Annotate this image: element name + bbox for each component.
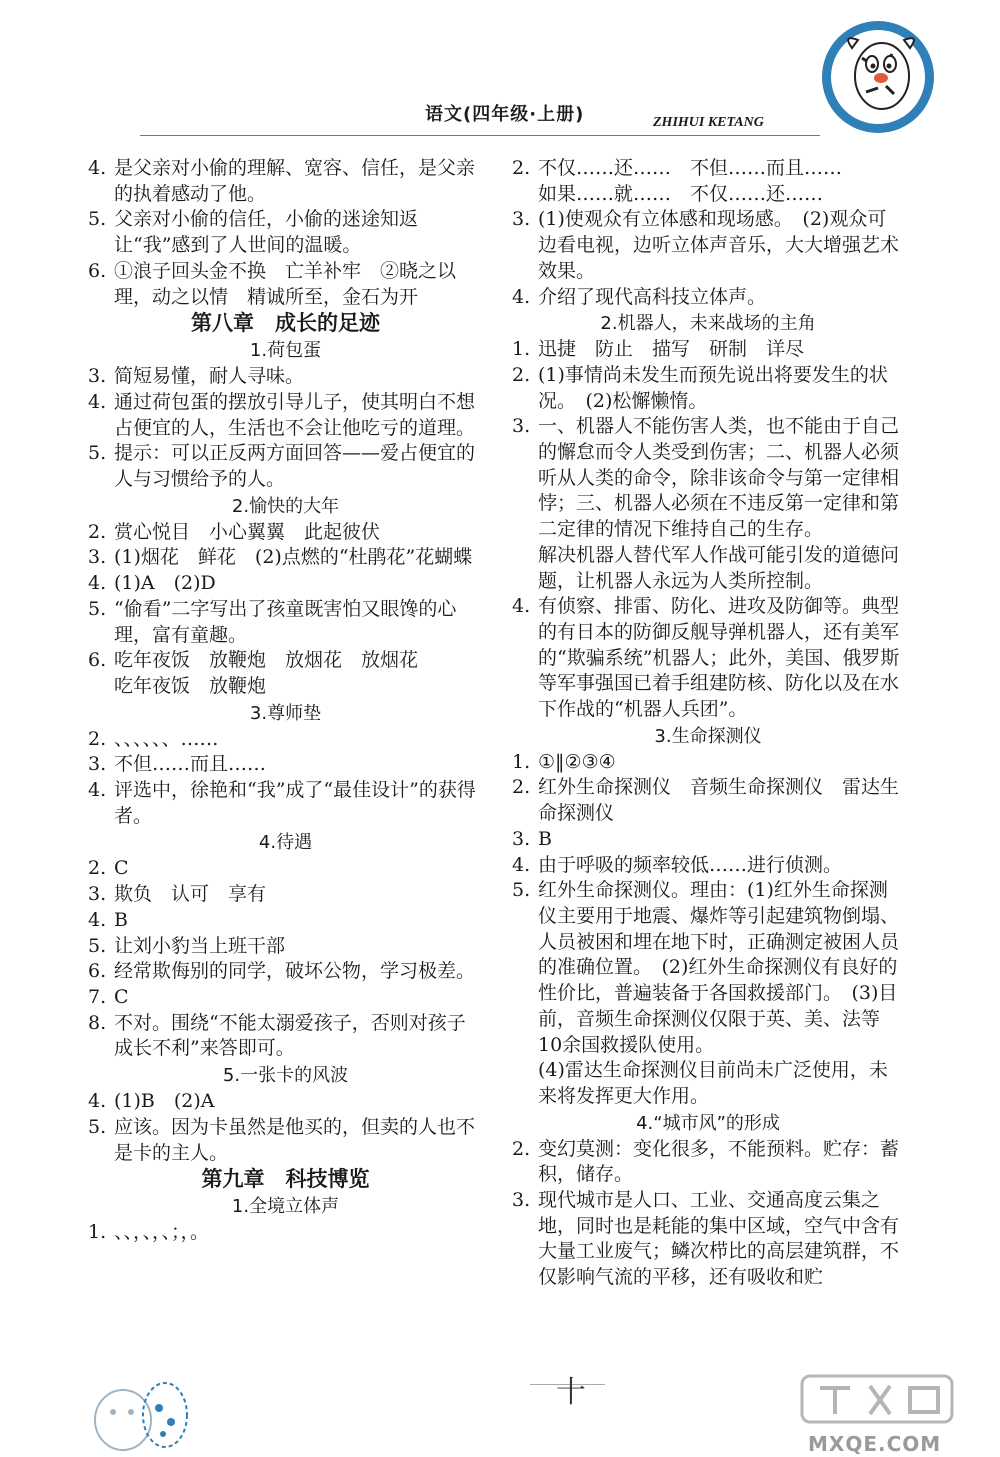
answer-item: 5. 提示：可以正反两方面回答——爱占便宜的人与习惯给予的人。	[88, 442, 476, 491]
section-heading: 3.尊师垫	[249, 702, 322, 724]
answer-item: 2. 不仅……还…… 不但……而且…… 如果……就…… 不仅……还……	[512, 157, 843, 205]
section-heading: 4.待遇	[258, 832, 313, 854]
chapter-heading: 第八章 成长的足迹	[191, 311, 380, 336]
answer-item: 3. 不但……而且……	[88, 753, 267, 776]
section-heading: 4.“城市风”的形成	[636, 1112, 780, 1134]
header-subtitle: ZHIHUI KETANG	[653, 115, 764, 130]
answer-item: 4. 有侦察、排雷、防化、进攻及防御等。典型的有日本的防御反舰导弹机器人，还有美军的“欺骗系统”机器人；此外，美国、俄罗斯等军事强国已着手组建防核、防化以及在水下作战的“机器人兵团”。	[512, 595, 900, 721]
answer-item: 4. (1)A (2)D	[88, 572, 216, 595]
answer-item: 2. (1)事情尚未发生而预先说出将要发生的状况。 (2)松懈懒惰。	[512, 363, 888, 412]
answer-item: 3. 一、机器人不能伤害人类，也不能由于自己的懈怠而令人类受到伤害；二、机器人必须听从人类的命令，除非该命令与第一定律相悖；三、机器人必须在不违反第一定律和第二定律的情况下维持自己的生存。	[512, 415, 900, 541]
page-header	[0, 0, 1000, 150]
answer-item: 4. 介绍了现代高科技立体声。	[512, 285, 767, 308]
answer-item: 2. 变幻莫测：变化很多，不能预料。贮存：蓄积，储存。	[512, 1137, 900, 1186]
answer-item: 1. ①‖②③④	[512, 750, 616, 773]
tigger-mascot-icon	[812, 18, 944, 136]
section-heading: 2.愉快的大年	[231, 495, 340, 517]
answer-item: 5. 让刘小豹当上班干部	[88, 934, 286, 957]
answer-item: 4. (1)B (2)A	[88, 1090, 215, 1113]
section-heading: 3.生命探测仪	[654, 725, 762, 747]
answer-item: 6. ①浪子回头金不换 亡羊补牢 ②晓之以理，动之以情 精诚所至，金石为开	[88, 259, 457, 308]
answer-item: 6. 吃年夜饭 放鞭炮 放烟花 放烟花 吃年夜饭 放鞭炮	[88, 649, 419, 697]
section-heading: 2.机器人，未来战场的主角	[600, 313, 816, 335]
header-title: 语文(四年级·上册)	[425, 104, 585, 125]
answer-item: 3. B	[512, 827, 552, 850]
answer-item: 3. 简短易懂，耐人寻味。	[88, 365, 305, 388]
cartoon-decoration-icon	[85, 1360, 205, 1455]
right-column	[512, 156, 904, 1291]
answer-continuation: 解决机器人替代军人作战可能引发的道德问题，让机器人永远为人类所控制。	[538, 543, 900, 592]
answer-item: 1. 迅捷 防止 描写 研制 详尽	[512, 338, 805, 361]
answer-item: 3. 欺负 认可 享有	[88, 883, 267, 906]
chapter-heading: 第九章 科技博览	[201, 1167, 370, 1192]
answer-item: 5. 应该。因为卡虽然是他买的，但卖的人也不是卡的主人。	[88, 1115, 476, 1164]
answer-continuation: (4)雷达生命探测仪目前尚未广泛使用，未来将发挥更大作用。	[538, 1059, 888, 1107]
page-number-mark: 十	[556, 1375, 586, 1410]
section-heading: 1.荷包蛋	[249, 340, 322, 362]
answer-item: 1. 、、，、，、；，。	[88, 1221, 210, 1244]
answer-item: 8. 不对。围绕“不能太溺爱孩子，否则对孩子成长不利”来答即可。	[88, 1011, 466, 1060]
answer-item: 4. 是父亲对小偷的理解、宽容、信任，是父亲的执着感动了他。	[88, 157, 476, 205]
answer-item: 5. “偷看”二字写出了孩童既害怕又眼馋的心理，富有童趣。	[88, 597, 457, 646]
answer-item: 4. 评选中，徐艳和“我”成了“最佳设计”的获得者。	[88, 779, 476, 827]
answer-item: 4. 由于呼吸的频率较低……进行侦测。	[512, 853, 843, 876]
watermark-text: MXQE.COM	[808, 1432, 942, 1456]
section-heading: 1.全境立体声	[231, 1196, 340, 1218]
left-column	[88, 156, 483, 1246]
answer-item: 2. C	[88, 857, 129, 880]
answer-item: 6. 经常欺侮别的同学，破坏公物，学习极差。	[88, 960, 476, 983]
answer-item: 3. (1)使观众有立体感和现场感。 (2)观众可边看电视，边听立体声音乐，大大增强艺术效果。	[512, 208, 900, 282]
answer-item: 4. 通过荷包蛋的摆放引导儿子，使其明白不想占便宜的人，生活也不会让他吃亏的道理。	[88, 390, 476, 439]
answer-item: 3. (1)烟花 鲜花 (2)点燃的“杜鹃花”花蝴蝶	[88, 546, 473, 569]
answer-item: 2. 红外生命探测仪 音频生命探测仪 雷达生命探测仪	[512, 776, 900, 825]
answer-item: 2. 赏心悦目 小心翼翼 此起彼伏	[88, 520, 381, 543]
answer-item: 2. 、、、、、、……	[88, 727, 219, 750]
answer-item: 3. 现代城市是人口、工业、交通高度云集之地，同时也是耗能的集中区域，空气中含有大量工业废气；鳞次栉比的高层建筑群，不仅影响气流的平移，还有吸收和贮	[512, 1189, 900, 1289]
answer-item: 5. 红外生命探测仪。理由：(1)红外生命探测仪主要用于地震、爆炸等引起建筑物倒塌、人员被困和埋在地下时，正确测定被困人员的准确位置。 (2)红外生命探测仪有良好的性价比，普遍装备于各国救援部门。 (3)目前，音频生命探测仪仅限于英、美、法等10余国救援队使用。	[512, 879, 900, 1056]
header-divider	[140, 135, 820, 136]
answer-item: 7. C	[88, 985, 129, 1008]
answer-item: 4. B	[88, 908, 128, 931]
section-heading: 5.一张卡的风波	[222, 1065, 349, 1087]
answer-item: 5. 父亲对小偷的信任，小偷的迷途知返让“我”感到了人世间的温暖。	[88, 208, 419, 257]
